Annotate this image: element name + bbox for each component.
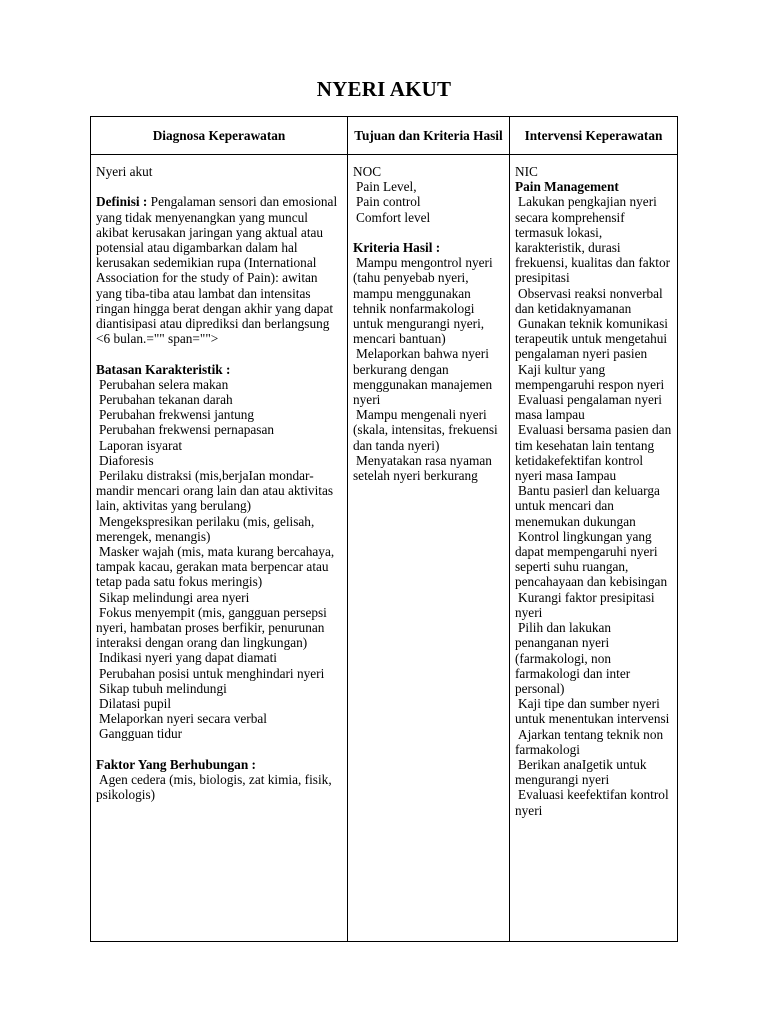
definisi-text: Pengalaman sensori dan emosional yang tidak menyenangkan yang muncul akibat kerusakan jaringan yang aktual atau potensial atau digambarkan dalam hal kerusakan sedemikian rupa (International Association for the study of Pain): awitan yang tiba-tiba atau lambat dan intensitas ringan hingga berat dengan akhir yang dapat diantisipasi atau diprediksi dan berlangsung <6 bulan.="" span=""> <box>96 194 338 347</box>
noc-label: NOC <box>353 164 382 179</box>
tujuan-cell <box>348 155 510 942</box>
list-item: Indikasi nyeri yang dapat diamati <box>99 650 277 666</box>
list-item: Melaporkan bahwa nyeri berkurang dengan menggunakan manajemen nyeri <box>353 346 493 408</box>
list-item: Lakukan pengkajian nyeri secara komprehensif termasuk lokasi, karakteristik, durasi frekuensi, kualitas dan faktor presipitasi <box>515 194 671 286</box>
list-item: Evaluasi bersama pasien dan tim kesehatan lain tentang ketidakefektifan kontrol nyeri masa Iampau <box>515 422 672 484</box>
list-item: Mengekspresikan perilaku (mis, gelisah, merengek, menangis) <box>96 513 315 544</box>
list-item: Kontrol lingkungan yang dapat mempengaruhi nyeri seperti suhu ruangan, pencahayaan dan kebisingan <box>515 528 668 590</box>
list-item: Gunakan teknik komunikasi terapeutik untuk mengetahui pengalaman nyeri pasien <box>515 316 668 362</box>
kriteria-list <box>353 255 504 483</box>
list-item: Mampu mengontrol nyeri (tahu penyebab nyeri, mampu menggunakan tehnik nonfarmakologi untuk mengurangi nyeri, mencari bantuan) <box>353 255 493 347</box>
list-item: Dilatasi pupil <box>99 696 172 712</box>
list-item: Melaporkan nyeri secara verbal <box>99 711 267 727</box>
nic-label: NIC <box>515 164 538 179</box>
list-item: Perubahan selera makan <box>99 376 229 392</box>
list-item: Kaji kultur yang mempengaruhi respon nyeri <box>515 361 665 392</box>
list-item: Perubahan frekwensi jantung <box>99 407 255 423</box>
list-item: Kaji tipe dan sumber nyeri untuk menentukan intervensi <box>515 696 670 727</box>
list-item: Bantu pasierl dan keluarga untuk mencari dan menemukan dukungan <box>515 483 660 529</box>
diagnosa-cell <box>91 155 348 942</box>
list-item: Masker wajah (mis, mata kurang bercahaya, tampak kacau, gerakan mata berpencar atau tetap pada satu fokus meringis) <box>96 544 335 590</box>
list-item: Observasi reaksi nonverbal dan ketidaknyamanan <box>515 285 663 316</box>
page-title: NYERI AKUT <box>316 77 452 101</box>
list-item: Mampu mengenali nyeri (skala, intensitas, frekuensi dan tanda nyeri) <box>353 407 498 453</box>
table-body-row <box>91 155 678 942</box>
list-item: Fokus menyempit (mis, gangguan persepsi nyeri, hambatan proses berfikir, penurunan interaksi dengan orang dan lingkungan) <box>96 604 327 651</box>
definisi-block <box>96 194 342 346</box>
list-item: Gangguan tidur <box>99 726 183 742</box>
intervensi-list <box>515 194 672 817</box>
list-item: Pilih dan lakukan penanganan nyeri (farmakologi, non farmakologi dan inter personal) <box>515 620 631 696</box>
noc-list <box>353 179 504 225</box>
intervensi-cell <box>510 155 678 942</box>
list-item: Pain Level, <box>356 179 417 195</box>
list-item: Agen cedera (mis, biologis, zat kimia, fisik, psikologis) <box>96 772 332 803</box>
header-diagnosa: Diagnosa Keperawatan <box>91 117 348 155</box>
batasan-label: Batasan Karakteristik : <box>96 361 231 377</box>
definisi-label: Definisi : <box>96 194 148 210</box>
faktor-label: Faktor Yang Berhubungan : <box>96 756 256 772</box>
list-item: Kurangi faktor presipitasi nyeri <box>515 589 655 620</box>
list-item: Sikap melindungi area nyeri <box>99 589 250 605</box>
faktor-list <box>96 772 342 802</box>
list-item: Ajarkan tentang teknik non farmakologi <box>515 726 664 757</box>
list-item: Comfort level <box>356 209 431 225</box>
list-item: Berikan anaIgetik untuk mengurangi nyeri <box>515 756 647 788</box>
list-item: Perubahan tekanan darah <box>99 392 233 408</box>
list-item: Perubahan frekwensi pernapasan <box>99 422 275 438</box>
list-item: Laporan isyarat <box>99 437 183 453</box>
kriteria-label: Kriteria Hasil : <box>353 240 441 255</box>
list-item: Evaluasi keefektifan kontrol nyeri <box>515 787 669 818</box>
table-header-row <box>91 117 678 155</box>
list-item: Pain control <box>356 194 421 210</box>
list-item: Diaforesis <box>99 452 154 468</box>
care-plan-table <box>90 116 678 942</box>
list-item: Sikap tubuh melindungi <box>99 680 227 696</box>
pain-management-heading: Pain Management <box>515 179 619 195</box>
batasan-list <box>96 377 342 742</box>
header-tujuan: Tujuan dan Kriteria Hasil <box>348 117 510 155</box>
header-intervensi: Intervensi Keperawatan <box>510 117 678 155</box>
list-item: Perubahan posisi untuk menghindari nyeri <box>99 665 325 681</box>
list-item: Perilaku distraksi (mis,berjaIan mondar-mandir mencari orang lain dan atau aktivitas lain, aktivitas yang berulang) <box>96 468 334 514</box>
diagnosa-heading: Nyeri akut <box>96 164 153 179</box>
list-item: Menyatakan rasa nyaman setelah nyeri berkurang <box>353 452 492 484</box>
list-item: Evaluasi pengalaman nyeri masa lampau <box>515 392 662 423</box>
